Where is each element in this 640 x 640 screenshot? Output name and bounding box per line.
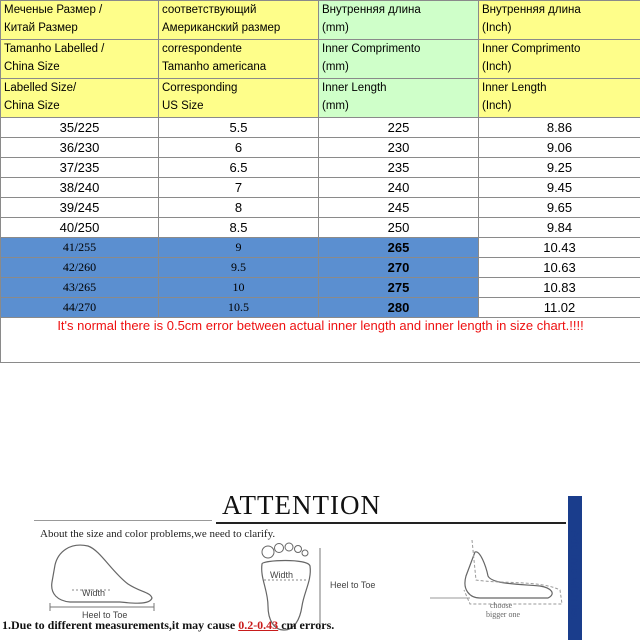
header-line2: (Inch)	[482, 100, 512, 112]
size-cell-cn: 35/225	[1, 118, 159, 138]
header-cell	[1, 79, 159, 118]
size-cell-inch: 8.86	[479, 118, 640, 138]
size-cell-us: 6	[159, 138, 319, 158]
header-line2: (mm)	[322, 22, 349, 34]
footprint-icon	[262, 543, 376, 630]
table-row	[1, 218, 640, 238]
size-cell-mm: 230	[319, 138, 479, 158]
header-line2: (mm)	[322, 61, 349, 73]
size-cell-us: 10	[159, 278, 319, 298]
header-line1: Corresponding	[162, 82, 238, 94]
attention-subtitle: About the size and color problems,we need to clarify.	[40, 528, 276, 540]
size-cell-inch: 10.43	[479, 238, 640, 258]
header-cell	[479, 1, 640, 40]
size-cell-mm: 280	[319, 298, 479, 318]
header-cell	[159, 79, 319, 118]
size-cell-cn: 42/260	[1, 258, 159, 278]
table-row	[1, 198, 640, 218]
size-cell-mm: 240	[319, 178, 479, 198]
size-cell-us: 6.5	[159, 158, 319, 178]
bigger-label: bigger one	[486, 610, 520, 619]
header-line1: Inner Comprimento	[482, 43, 581, 55]
table-row	[1, 178, 640, 198]
header-line2: Китай Размер	[4, 22, 78, 34]
heel-label-left: Heel to Toe	[82, 610, 128, 620]
header-line1: Внутренняя длина	[322, 4, 421, 16]
header-cell	[479, 40, 640, 79]
size-cell-inch: 11.02	[479, 298, 640, 318]
size-cell-cn: 36/230	[1, 138, 159, 158]
header-line1: Inner Comprimento	[322, 43, 421, 55]
header-row	[1, 40, 640, 79]
size-cell-inch: 9.06	[479, 138, 640, 158]
size-cell-inch: 10.83	[479, 278, 640, 298]
header-cell	[479, 79, 640, 118]
measure-range: 0.2-0.43	[238, 618, 279, 632]
header-line1: correspondente	[162, 43, 242, 55]
header-line2: Американский размер	[162, 22, 281, 34]
width-label-mid: Width	[270, 570, 294, 580]
width-label-left: Width	[82, 588, 106, 598]
wish-list-label[interactable]: Add into wish list	[568, 530, 582, 620]
size-cell-inch: 10.63	[479, 258, 640, 278]
header-cell	[159, 1, 319, 40]
choose-label: choose	[490, 601, 513, 610]
size-cell-us: 7	[159, 178, 319, 198]
table-row	[1, 158, 640, 178]
header-cell	[319, 1, 479, 40]
header-line2: China Size	[4, 61, 60, 73]
header-line1: Inner Length	[322, 82, 387, 94]
measure-suffix: cm errors.	[278, 618, 335, 632]
header-line2: China Size	[4, 100, 60, 112]
size-cell-us: 8.5	[159, 218, 319, 238]
size-cell-cn: 39/245	[1, 198, 159, 218]
size-cell-cn: 38/240	[1, 178, 159, 198]
size-cell-inch: 9.84	[479, 218, 640, 238]
size-cell-cn: 37/235	[1, 158, 159, 178]
header-cell	[1, 40, 159, 79]
size-cell-mm: 235	[319, 158, 479, 178]
table-row	[1, 258, 640, 278]
header-line1: Внутренняя длина	[482, 4, 581, 16]
attention-title: ATTENTION	[222, 490, 381, 520]
header-line2: Tamanho americana	[162, 61, 267, 73]
size-cell-mm: 265	[319, 238, 479, 258]
table-row	[1, 138, 640, 158]
header-line1: Меченые Размер /	[4, 4, 103, 16]
table-row	[1, 238, 640, 258]
header-cell	[319, 79, 479, 118]
size-cell-cn: 40/250	[1, 218, 159, 238]
size-cell-mm: 225	[319, 118, 479, 138]
header-cell	[319, 40, 479, 79]
header-line1: соответствующий	[162, 4, 257, 16]
header-line2: (Inch)	[482, 61, 512, 73]
size-cell-cn: 44/270	[1, 298, 159, 318]
header-row	[1, 79, 640, 118]
size-cell-us: 10.5	[159, 298, 319, 318]
note-row	[1, 318, 640, 363]
header-line1: Inner Length	[482, 82, 547, 94]
size-cell-us: 5.5	[159, 118, 319, 138]
foot-shoe-icon	[430, 540, 562, 619]
size-cell-cn: 43/265	[1, 278, 159, 298]
measurement-note	[2, 618, 334, 633]
note-text: It's normal there is 0.5cm error between actual inner length and inner length in size chart.!!!!	[1, 318, 640, 363]
size-cell-inch: 9.65	[479, 198, 640, 218]
attention-panel	[0, 480, 640, 640]
header-row	[1, 1, 640, 40]
size-cell-mm: 270	[319, 258, 479, 278]
header-cell	[159, 40, 319, 79]
foot-side-icon	[50, 545, 154, 620]
size-cell-inch: 9.45	[479, 178, 640, 198]
size-cell-us: 9.5	[159, 258, 319, 278]
header-line1: Labelled Size/	[4, 82, 77, 94]
header-line1: Tamanho Labelled /	[4, 43, 105, 55]
size-cell-mm: 275	[319, 278, 479, 298]
size-cell-us: 9	[159, 238, 319, 258]
header-line2: (mm)	[322, 100, 349, 112]
size-cell-mm: 250	[319, 218, 479, 238]
size-cell-mm: 245	[319, 198, 479, 218]
size-cell-cn: 41/255	[1, 238, 159, 258]
measure-prefix: 1.Due to different measurements,it may cause	[2, 618, 239, 632]
table-row	[1, 298, 640, 318]
table-row	[1, 118, 640, 138]
header-cell	[1, 1, 159, 40]
header-line2: (Inch)	[482, 22, 512, 34]
foot-illustrations	[0, 480, 640, 640]
size-cell-us: 8	[159, 198, 319, 218]
header-line2: US Size	[162, 100, 204, 112]
size-cell-inch: 9.25	[479, 158, 640, 178]
table-row	[1, 278, 640, 298]
heel-label-mid: Heel to Toe	[330, 580, 376, 590]
